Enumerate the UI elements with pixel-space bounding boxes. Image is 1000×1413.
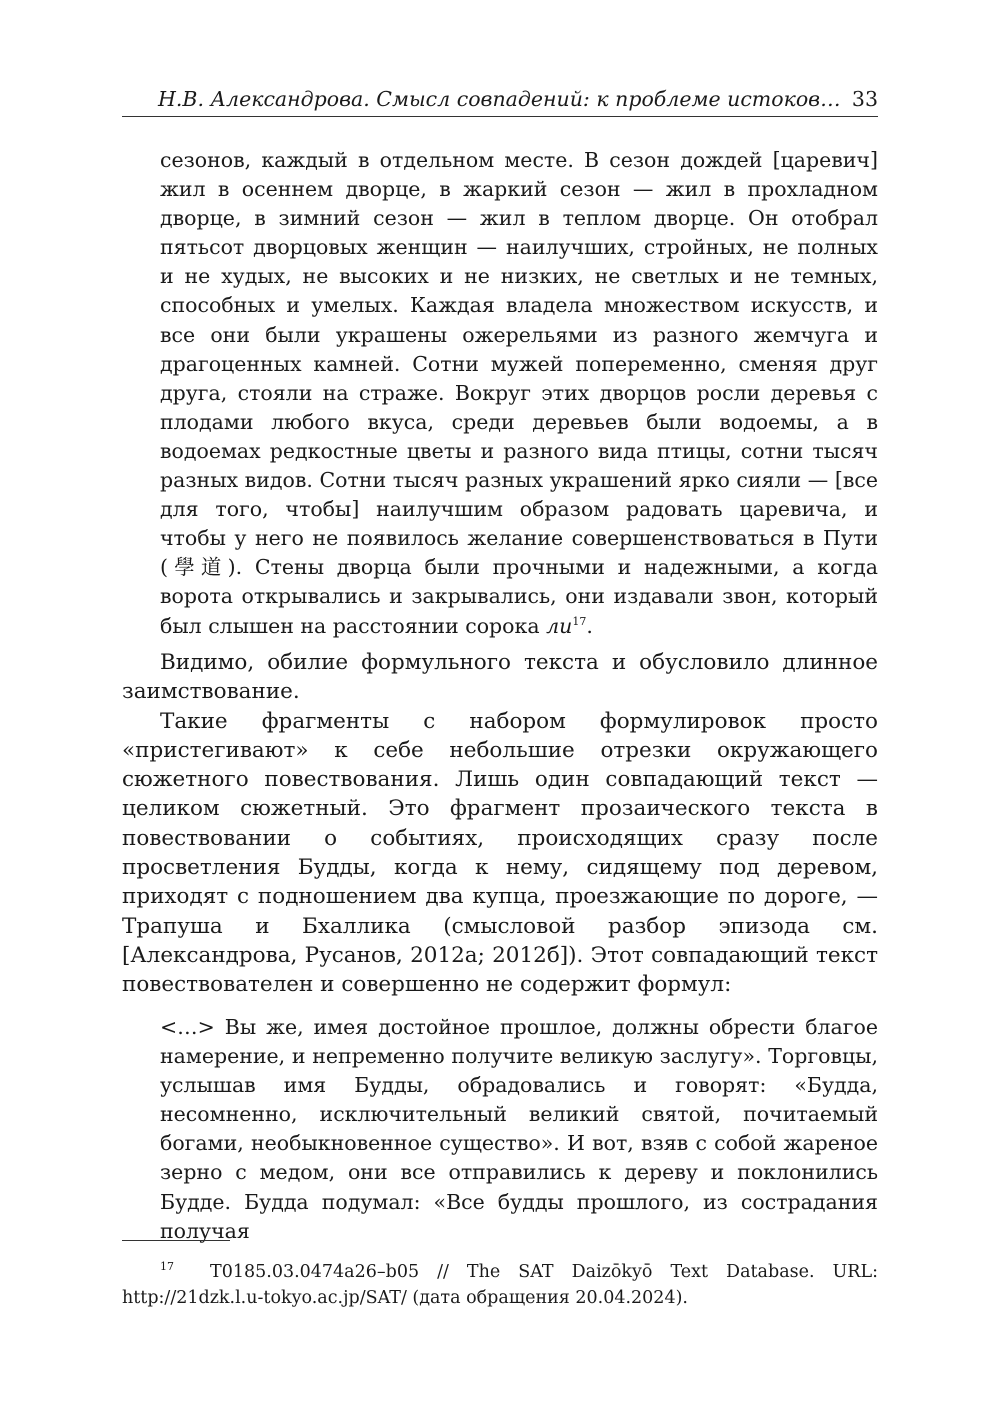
block-quote-merchants — [160, 1013, 878, 1246]
footnote-number: 17 — [160, 1260, 174, 1274]
body-paragraph: Видимо, обилие формульного текста и обусловило длинное заимствование. — [122, 650, 878, 705]
footnote — [122, 1259, 878, 1311]
quote-text: сезонов, каждый в отдельном месте. В сезон дождей [царевич] жил в осеннем дворце, в жаркий сезон — жил в прохладном дворце, в зимний сезон — жил в теплом дворце. Он отобрал пятьсот дворцовых женщин — наилучших, стройных, не полных и не худых, не высоких и не низких, не светлых и не темных, способных и умелых. Каждая владела множеством искусств, и все они были украшены ожерельями из разного жемчуга и драгоценных камней. Сотни мужей попеременно, сменяя друг друга, стояли на страже. Вокруг этих дворцов росли деревья с плодами любого вкуса, среди деревьев были водоемы, а в водоемах редкостные цветы и разного вида птицы, сотни тысяч разных видов. Сотни тысяч разных украшений ярко сияли — [все для того, чтобы] наилучшим образом радовать царевича, и чтобы у него не появилось желание совершенствоваться в Пути (學道). Стены дворца были прочными и надежными, а когда ворота открывались и закрывались, они издавали звон, который был слышен на расстоянии сорока — [160, 148, 878, 638]
body-paragraph: Такие фрагменты с набором формулировок просто «пристегивают» к себе небольшие отрезки окружающего сюжетного повествования. Лишь один совпадающий текст — целиком сюжетный. Это фрагмент прозаического текста в повествовании о событиях, происходящих сразу после просветления Будды, когда к нему, сидящему под деревом, приходят с подношением два купца, проезжающие по дороге, — Трапуша и Бхаллика (смысловой разбор эпизода см. [Александрова, Русанов, 2012а; 2012б]). Этот совпадающий текст повествователен и совершенно не содержит формул: — [122, 708, 878, 998]
main-text — [122, 648, 878, 1000]
quote-italic-word: ли — [546, 613, 573, 638]
quote-paragraph — [160, 146, 878, 641]
footnote-reference[interactable]: 17 — [572, 614, 587, 628]
page-number: 33 — [851, 87, 878, 111]
running-title: Н.В. Александрова. Смысл совпадений: к проблеме истоков… — [158, 87, 841, 111]
footnote-body — [122, 1259, 878, 1311]
block-quote-palace — [160, 146, 878, 641]
quote-end-punct: . — [586, 613, 593, 638]
footnote-text: T0185.03.0474a26–b05 // The SAT Daizōkyō Text Database. URL: http://21dzk.l.u-tokyo.ac.jp/SAT/ (дата обращения 20.04.2024). — [122, 1262, 878, 1308]
footnote-divider — [122, 1240, 230, 1241]
quote-paragraph: <…> Вы же, имея достойное прошлое, должны обрести благое намерение, и непременно получите великую заслугу». Торговцы, услышав имя Будды, обрадовались и говорят: «Будда, несомненно, исключительный великий святой, почитаемый богами, необыкновенное существо». И вот, взяв с собой жареное зерно с медом, они все отправились к дереву и поклонились Будде. Будда подумал: «Все будды прошлого, из сострадания получая — [160, 1015, 878, 1243]
running-header — [122, 86, 878, 117]
